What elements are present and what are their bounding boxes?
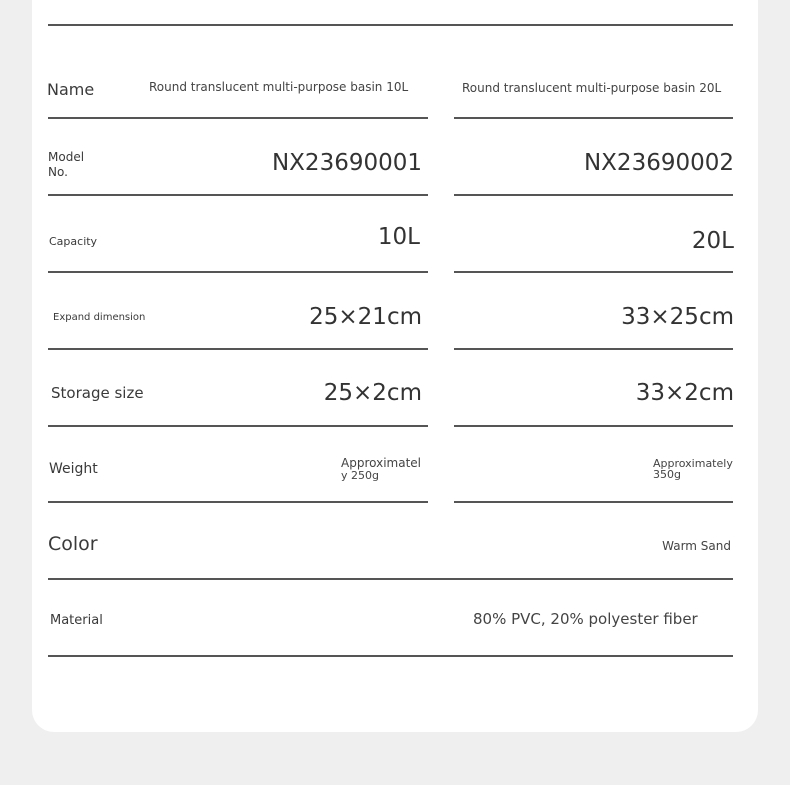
storage-label: Storage size <box>51 384 144 402</box>
divider-model-left <box>48 194 428 196</box>
divider-expand-left <box>48 348 428 350</box>
weight-value-10l-line1: Approximatel <box>341 456 421 470</box>
divider-top <box>48 24 733 26</box>
divider-model-right <box>454 194 733 196</box>
divider-storage-right <box>454 425 733 427</box>
storage-value-10l: 25×2cm <box>323 380 422 406</box>
divider-material <box>48 655 733 657</box>
expand-value-10l: 25×21cm <box>309 304 422 330</box>
divider-color <box>48 578 733 580</box>
weight-value-20l-line1: Approximately <box>653 457 733 470</box>
expand-label: Expand dimension <box>53 312 146 323</box>
expand-value-20l: 33×25cm <box>621 304 734 330</box>
color-value: Warm Sand <box>662 539 731 553</box>
model-label-line2: No. <box>48 165 68 179</box>
weight-label: Weight <box>49 461 98 477</box>
model-value-10l: NX23690001 <box>271 150 422 176</box>
name-value-20l: Round translucent multi-purpose basin 20L <box>462 81 722 95</box>
divider-storage-left <box>48 425 428 427</box>
capacity-value-10l: 10L <box>377 224 420 250</box>
model-label-line1: Model <box>48 150 85 164</box>
color-label: Color <box>48 533 98 555</box>
name-label: Name <box>47 80 95 99</box>
material-label: Material <box>50 613 103 628</box>
divider-weight-right <box>454 501 733 503</box>
storage-value-20l: 33×2cm <box>635 380 734 406</box>
capacity-label: Capacity <box>49 235 98 248</box>
divider-capacity-right <box>454 271 733 273</box>
divider-expand-right <box>454 348 733 350</box>
capacity-value-20l: 20L <box>691 228 734 254</box>
divider-weight-left <box>48 501 428 503</box>
divider-name-right <box>454 117 733 119</box>
divider-name-left <box>48 117 428 119</box>
model-value-20l: NX23690002 <box>583 150 734 176</box>
weight-value-10l-line2: y 250g <box>341 469 379 482</box>
material-value: 80% PVC, 20% polyester fiber <box>473 610 698 628</box>
name-value-10l: Round translucent multi-purpose basin 10L <box>149 80 409 94</box>
weight-value-20l-line2: 350g <box>653 468 681 481</box>
divider-capacity-left <box>48 271 428 273</box>
